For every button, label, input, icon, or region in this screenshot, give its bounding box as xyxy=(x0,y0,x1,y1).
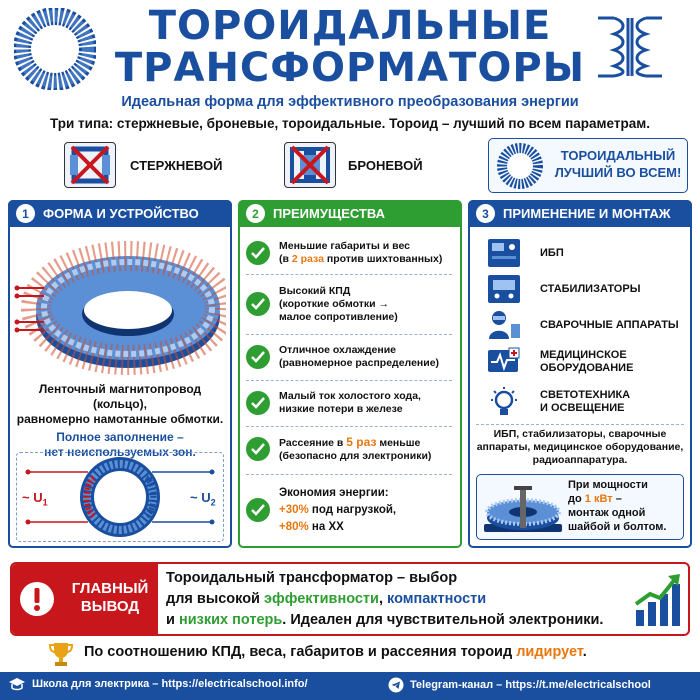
u2-label: ~ $U_2$ xyxy=(190,490,216,508)
page-subtitle: Идеальная форма для эффективного преобразования энергии xyxy=(121,94,579,110)
panel-number: 3 xyxy=(476,204,495,223)
graduation-cap-icon xyxy=(8,677,26,691)
telegram-icon xyxy=(388,677,404,693)
application-item: ИБП xyxy=(486,236,686,270)
divider xyxy=(246,334,452,335)
divider xyxy=(476,424,684,425)
verdict-text: По соотношению КПД, веса, габаритов и рассеяния тороид лидирует. xyxy=(84,644,587,660)
conclusion-label: ГЛАВНЫЙ ВЫВОД xyxy=(71,580,149,615)
checkmark-icon xyxy=(246,391,270,415)
shell-type-crossed-icon xyxy=(284,142,336,188)
website-link[interactable]: Школа для электрика – https://electricalschool.info/ xyxy=(8,677,308,691)
telegram-link[interactable]: Telegram-канал – https://t.me/electricalschool xyxy=(388,677,651,693)
checkmark-icon xyxy=(246,241,270,265)
conclusion-text: Тороидальный трансформатор – выбор для высокой эффективности, компактности и низких потерь. Идеален для чувствительной электроники. xyxy=(166,570,604,628)
core-type-label: СТЕРЖНЕВОЙ xyxy=(130,158,223,173)
core-type-crossed-icon xyxy=(64,142,116,188)
growth-chart-icon xyxy=(634,572,684,628)
divider xyxy=(246,426,452,427)
shell-type-label: БРОНЕВОЙ xyxy=(348,158,423,173)
trophy-icon xyxy=(48,641,74,667)
advantage-item: Меньшие габариты и вес (в 2 раза против шихтованных) xyxy=(246,238,456,268)
application-item: СВАРОЧНЫЕ АППАРАТЫ xyxy=(486,308,686,342)
checkmark-icon xyxy=(246,437,270,461)
advantage-item: Малый ток холостого хода, низкие потери в железе xyxy=(246,386,456,420)
divider xyxy=(246,380,452,381)
panel-number: 2 xyxy=(246,204,265,223)
panel-design-title: ФОРМА И УСТРОЙСТВО xyxy=(43,206,199,221)
application-item: МЕДИЦИНСКОЕ ОБОРУДОВАНИЕ xyxy=(486,344,686,380)
advantage-item: Высокий КПД (короткие обмотки → малое сопротивление) xyxy=(246,280,456,328)
page-title-line1: ТОРОИДАЛЬНЫЕ xyxy=(148,3,552,49)
stabilizer-device-icon xyxy=(486,273,522,305)
panel-applications-title: ПРИМЕНЕНИЕ И МОНТАЖ xyxy=(503,206,671,221)
application-item: СВЕТОТЕХНИКА И ОСВЕЩЕНИЕ xyxy=(486,384,686,420)
advantage-item: Рассеяние в 5 раз меньше (безопасно для электроники) xyxy=(246,432,456,466)
medical-monitor-icon xyxy=(486,346,522,378)
panel-number: 1 xyxy=(16,204,35,223)
applications-summary: ИБП, стабилизаторы, сварочные аппараты, медицинское оборудование, радиоаппаратура. xyxy=(476,428,684,466)
mounted-toroid-icon xyxy=(482,478,564,538)
design-caption: Ленточный магнитопровод (кольцо), равномерно намотанные обмотки. Полное заполнение – нет неиспользуемых зон. xyxy=(16,382,224,459)
divider xyxy=(246,474,452,475)
welder-icon xyxy=(486,309,522,341)
application-item: СТАБИЛИЗАТОРЫ xyxy=(486,272,686,306)
advantage-item: Отличное охлаждение (равномерное распределение) xyxy=(246,340,456,374)
checkmark-icon xyxy=(246,345,270,369)
panel-design-header xyxy=(8,200,232,227)
toroid-ring-icon xyxy=(496,142,544,190)
page-title-line2: ТРАНСФОРМАТОРЫ xyxy=(114,45,586,91)
exclamation-icon xyxy=(18,580,56,618)
advantage-item: Экономия энергии: +30% под нагрузкой, +80% на ХХ xyxy=(246,480,456,540)
checkmark-icon xyxy=(246,292,270,316)
panel-applications-header xyxy=(468,200,692,227)
lightbulb-icon xyxy=(486,386,522,418)
panel-advantages-title: ПРЕИМУЩЕСТВА xyxy=(273,206,385,221)
checkmark-icon xyxy=(246,498,270,522)
ups-device-icon xyxy=(486,237,522,269)
intro-text: Три типа: стержневые, броневые, тороидальные. Тороид – лучший по всем параметрам. xyxy=(50,116,650,131)
panel-advantages-header xyxy=(238,200,462,227)
divider xyxy=(246,274,452,275)
toroid-type-label: ТОРОИДАЛЬНЫЙ ЛУЧШИЙ ВО ВСЕМ! xyxy=(554,148,682,180)
toroidal-transformer-illustration xyxy=(14,236,226,376)
mounting-text: При мощности до 1 кВт – монтаж одной шайбой и болтом. xyxy=(568,479,667,533)
u1-label: ~ $U_1$ xyxy=(22,490,48,508)
